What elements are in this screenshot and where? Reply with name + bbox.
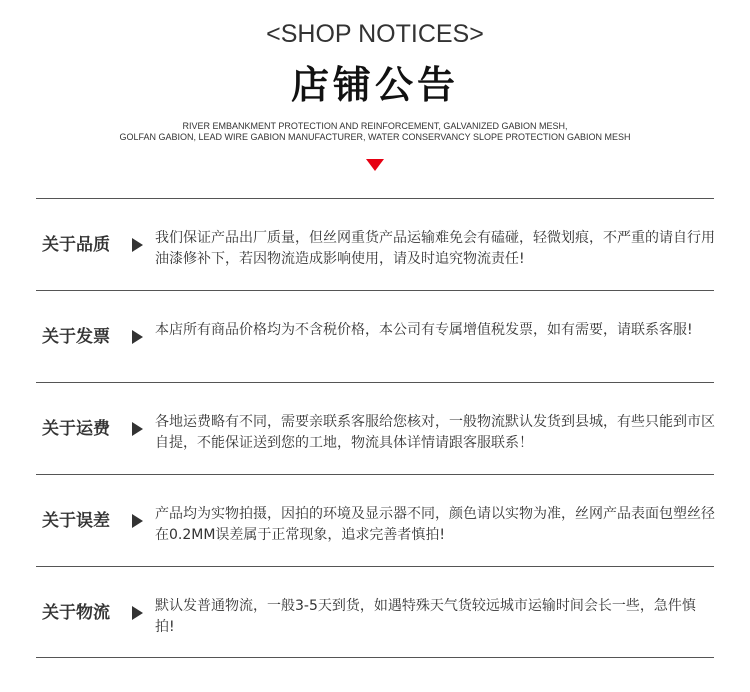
subtitle-line-2: GOLFAN GABION, LEAD WIRE GABION MANUFACTURER, WATER CONSERVANCY SLOPE PROTECTION GABION MESH [119,132,631,142]
notice-row-tolerance [36,474,714,566]
notice-row-logistics [36,566,714,658]
notice-label: 关于运费 [42,419,110,439]
play-arrow-icon [132,422,143,436]
play-arrow-icon [132,330,143,344]
play-arrow-icon [132,514,143,528]
notice-row-quality [36,198,714,290]
subtitle-line-1: RIVER EMBANKMENT PROTECTION AND REINFORCEMENT, GALVANIZED GABION MESH, [182,121,568,131]
notice-label: 关于误差 [42,511,110,531]
notice-row-invoice [36,290,714,382]
notice-label: 关于品质 [42,235,110,255]
notice-text: 我们保证产品出厂质量，但丝网重货产品运输难免会有磕碰，轻微划痕，不严重的请自行用油漆修补下，若因物流造成影响使用，请及时追究物流责任! [155,230,715,267]
notice-label: 关于物流 [42,603,110,623]
play-arrow-icon [132,238,143,252]
play-arrow-icon [132,606,143,620]
notice-text: 本店所有商品价格均为不含税价格，本公司有专属增值税发票，如有需要，请联系客服! [155,322,693,338]
notice-text: 默认发普通物流，一般3-5天到货，如遇特殊天气货较远城市运输时间会长一些，急件慎拍! [155,598,696,635]
chinese-title: 店铺公告 [290,63,459,107]
notice-label: 关于发票 [42,327,110,347]
notice-text: 各地运费略有不同，需要亲联系客服给您核对，一般物流默认发货到县城，有些只能到市区自提，不能保证送到您的工地，物流具体详情请跟客服联系！ [155,414,715,451]
down-triangle-icon [366,159,384,171]
notice-text: 产品均为实物拍摄，因拍的环境及显示器不同，颜色请以实物为准，丝网产品表面包塑丝径在0.2MM误差属于正常现象，追求完善者慎拍! [155,506,715,543]
notice-row-shipping-fee [36,382,714,474]
english-title: <SHOP NOTICES> [266,20,484,48]
notice-list [36,198,714,658]
